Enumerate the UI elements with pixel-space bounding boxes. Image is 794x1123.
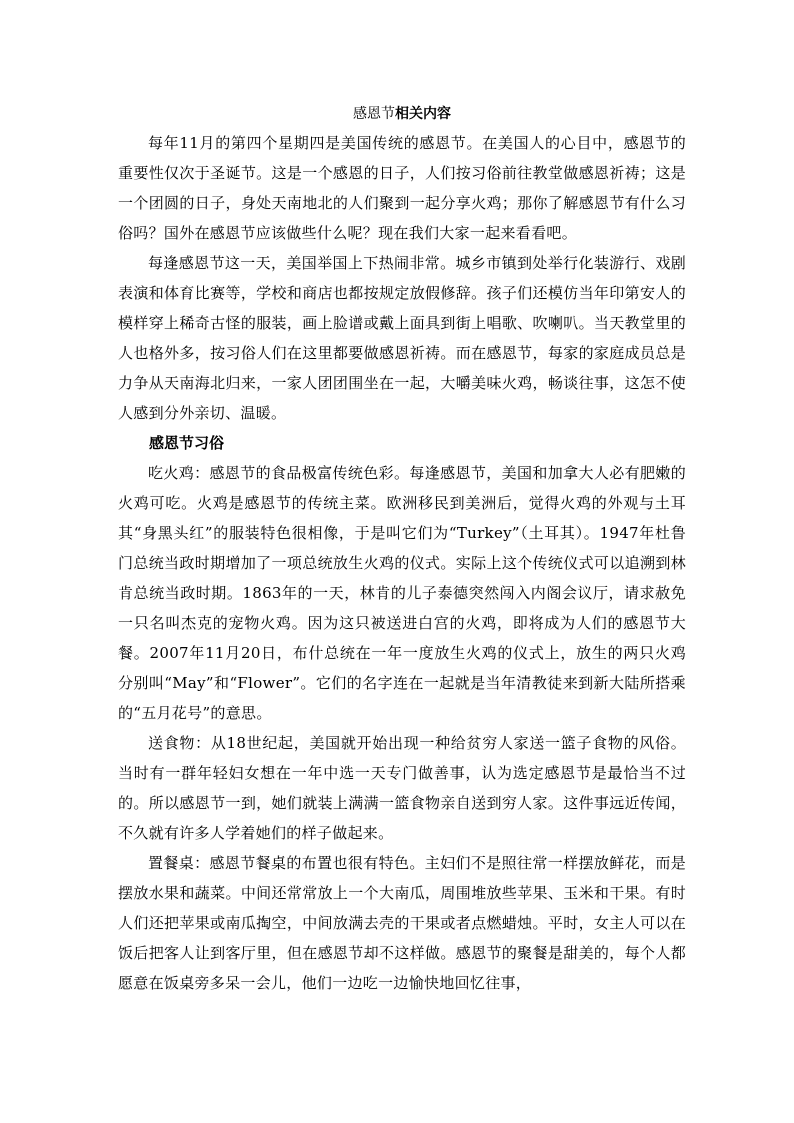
custom-paragraph-table-setting: 置餐桌：感恩节餐桌的布置也很有特色。主妇们不是照往常一样摆放鲜花，而是摆放水果和蔬菜。中间还常常放上一个大南瓜，周围堆放些苹果、玉米和干果。有时人们还把苹果或南瓜掏空，中间放满去壳的干果或者点燃蜡烛。平时，女主人可以在饭后把客人让到客厅里，但在感恩节却不这样做。感恩节的聚餐是甜美的，每个人都愿意在饭桌旁多呆一会儿，他们一边吃一边愉快地回忆往事， — [118, 854, 686, 992]
section-heading: 感恩节习俗 — [149, 434, 225, 452]
intro-paragraph-1: 每年11月的第四个星期四是美国传统的感恩节。在美国人的心目中，感恩节的重要性仅次于圣诞节。这是一个感恩的日子，人们按习俗前往教堂做感恩祈祷；这是一个团圆的日子，身处天南地北的人们聚到一起分享火鸡；那你了解感恩节有什么习俗吗？国外在感恩节应该做些什么呢？现在我们大家一起来看看吧。 — [118, 134, 686, 242]
custom-paragraph-food-basket: 送食物：从18世纪起，美国就开始出现一种给贫穷人家送一篮子食物的风俗。当时有一群年轻妇女想在一年中选一天专门做善事，认为选定感恩节是最恰当不过的。所以感恩节一到，她们就装上满满一篮食物亲自送到穷人家。这件事远近传闻，不久就有许多人学着她们的样子做起来。 — [118, 734, 686, 842]
intro-paragraph-2: 每逢感恩节这一天，美国举国上下热闹非常。城乡市镇到处举行化装游行、戏剧表演和体育比赛等，学校和商店也都按规定放假修辞。孩子们还模仿当年印第安人的模样穿上稀奇古怪的服装，画上脸谱或戴上面具到街上唱歌、吹喇叭。当天教堂里的人也格外多，按习俗人们在这里都要做感恩祈祷。而在感恩节，每家的家庭成员总是力争从天南海北归来，一家人团团围坐在一起，大嚼美味火鸡，畅谈往事，这怎不使人感到分外亲切、温暖。 — [118, 254, 686, 422]
title-part-1: 感恩节 — [353, 106, 395, 122]
document-page — [118, 100, 686, 998]
title-part-2: 相关内容 — [395, 106, 451, 122]
document-title — [118, 100, 686, 128]
custom-paragraph-turkey: 吃火鸡：感恩节的食品极富传统色彩。每逢感恩节，美国和加拿大人必有肥嫩的火鸡可吃。火鸡是感恩节的传统主菜。欧洲移民到美洲后，觉得火鸡的外观与土耳其“身黑头红”的服装特色很相像，于是叫它们为“Turkey”（土耳其）。1947年杜鲁门总统当政时期增加了一项总统放生火鸡的仪式。实际上这个传统仪式可以追溯到林肯总统当政时期。1863年的一天，林肯的儿子泰德突然闯入内阁会议厅，请求赦免一只名叫杰克的宠物火鸡。因为这只被送进白宫的火鸡，即将成为人们的感恩节大餐。2007年11月20日，布什总统在一年一度放生火鸡的仪式上，放生的两只火鸡分别叫“May”和“Flower”。它们的名字连在一起就是当年清教徒来到新大陆所搭乘的“五月花号”的意思。 — [118, 464, 686, 722]
